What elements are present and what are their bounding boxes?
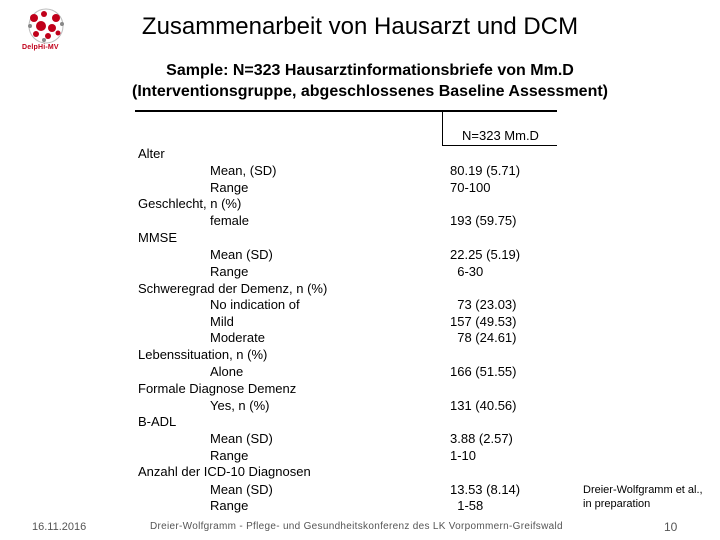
table-row-label: Moderate <box>210 330 265 345</box>
table-row-value: 13.53 (8.14) <box>450 482 521 497</box>
slide-title: Zusammenarbeit von Hausarzt und DCM <box>141 13 579 40</box>
footer-source: Dreier-Wolfgramm - Pflege- und Gesundheitskonferenz des LK Vorpommern-Greifswald <box>150 521 563 532</box>
table-row-label: Range <box>210 448 249 463</box>
table-row-value: 73 (23.03) <box>450 297 517 312</box>
table-row-label: Mean (SD) <box>210 431 273 446</box>
table-top-rule <box>135 110 557 112</box>
page-number: 10 <box>664 520 678 534</box>
table-row-value: 70-100 <box>450 180 491 195</box>
column-separator <box>442 112 443 145</box>
table-row-label: No indication of <box>210 297 300 312</box>
table-row-label: Mean (SD) <box>210 247 273 262</box>
table-row-label: Mean, (SD) <box>210 163 277 178</box>
table-row-label: Range <box>210 264 249 279</box>
table-row-category: Formale Diagnose Demenz <box>138 381 297 396</box>
table-row-label: female <box>210 213 250 228</box>
table-row-label: Range <box>210 498 249 513</box>
table-row-category: Anzahl der ICD-10 Diagnosen <box>138 464 311 479</box>
table-row-category: B-ADL <box>138 414 177 429</box>
column-header: N=323 Mm.D <box>462 128 539 143</box>
logo-text: DelpHi-MV <box>22 44 59 51</box>
table-row-value: 78 (24.61) <box>450 330 517 345</box>
column-header-rule <box>442 145 557 146</box>
reference-line-2: in preparation <box>583 498 651 510</box>
table-row-label: Mild <box>210 314 234 329</box>
table-row-category: MMSE <box>138 230 177 245</box>
table-row-value: 22.25 (5.19) <box>450 247 521 262</box>
table-row-category: Alter <box>138 146 165 161</box>
table-row-category: Geschlecht, n (%) <box>138 196 242 211</box>
footer-date: 16.11.2016 <box>32 521 87 533</box>
table-row-value: 1-10 <box>450 448 477 463</box>
table-row-category: Lebenssituation, n (%) <box>138 347 268 362</box>
reference-line-1: Dreier-Wolfgramm et al., <box>583 484 703 496</box>
slide-subtitle <box>90 60 650 102</box>
table-row-value: 6-30 <box>450 264 484 279</box>
table-row-value: 131 (40.56) <box>450 398 517 413</box>
subtitle-line-1: Sample: N=323 Hausarztinformationsbriefe von Mm.D <box>166 62 574 79</box>
table-row-label: Yes, n (%) <box>210 398 270 413</box>
table-row-label: Alone <box>210 364 244 379</box>
table-row-value: 166 (51.55) <box>450 364 517 379</box>
table-row-value: 157 (49.53) <box>450 314 517 329</box>
table-row-category: Schweregrad der Demenz, n (%) <box>138 281 328 296</box>
reference-note <box>583 483 703 511</box>
table-row-value: 80.19 (5.71) <box>450 163 521 178</box>
table-row-value: 193 (59.75) <box>450 213 517 228</box>
table-row-value: 3.88 (2.57) <box>450 431 513 446</box>
table-row-label: Mean (SD) <box>210 482 273 497</box>
table-row-label: Range <box>210 180 249 195</box>
subtitle-line-2: (Interventionsgruppe, abgeschlossenes Baseline Assessment) <box>131 83 608 100</box>
table-row-value: 1-58 <box>450 498 484 513</box>
